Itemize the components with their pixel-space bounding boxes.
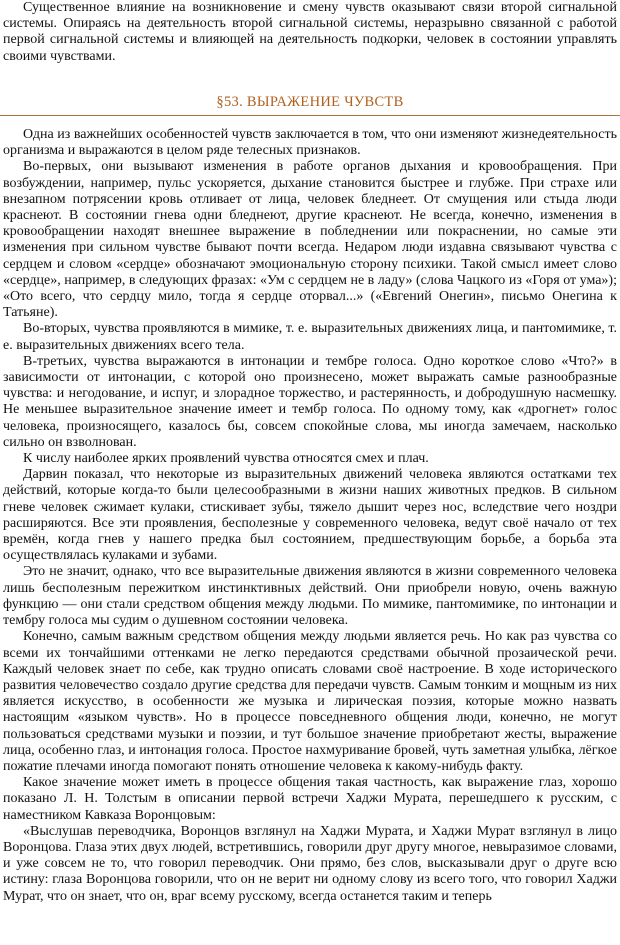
intro-paragraph: Существенное влияние на возникновение и смену чувств оказывают связи второй сигнальной системы. Опираясь на деятельность второй сигнальной системы, неразрывно связанной с работой первой сигнальной системы и влияющей на деятельность подкорки, человек в состоянии управлять своими чувствами.	[3, 0, 617, 64]
body-paragraph: В-третьих, чувства выражаются в интонации и тембре голоса. Одно короткое слово «Что?» в зависимости от интонации, с которой оно произнесено, может выражать самые разнообразные чувства: и негодование, и испуг, и злорадное торжество, и растерянность, и добродушную насмешку. Не меньшее выразительное значение имеет и тембр голоса. По одному тому, как «дрогнет» голос человека, произносящего, казалось бы, совсем спокойные слова, мы иногда замечаем, насколько сильно он взволнован.	[3, 353, 617, 450]
body-paragraph: «Выслушав переводчика, Воронцов взглянул на Хаджи Мурата, и Хаджи Мурат взглянул в лицо Воронцова. Глаза этих двух людей, встретившись, говорили друг другу многое, невыразимое словами, и уже совсем не то, что говорил переводчик. Они прямо, без слов, высказывали друг о друге всю истину: глаза Воронцова говорили, что он не верит ни одному слову из всего того, что говорил Хаджи Мурат, что он знает, что он, враг всему русскому, всегда останется таким и теперь	[3, 823, 617, 904]
section-heading: §53. ВЫРАЖЕНИЕ ЧУВСТВ	[216, 94, 404, 110]
intro-block	[3, 0, 617, 65]
body-paragraph: К числу наиболее ярких проявлений чувства относятся смех и плач.	[23, 451, 429, 467]
body-paragraph: Дарвин показал, что некоторые из выразительных движений человека являются остатками тех действий, которые когда-то были целесообразными в жизни наших животных предков. В сильном гневе человек сжимает кулаки, стискивает зубы, тяжело дышит через нос, вследствие чего ноздри расширяются. Все эти проявления, бесполезные у современного человека, ведут своё начало от тех времён, когда гнев у нашего предка был состоянием, предшествующим борьбе, а борьба эта осуществлялась кулаками и зубами.	[3, 467, 617, 564]
body-paragraph: Во-вторых, чувства проявляются в мимике, т. е. выразительных движениях лица, и пантомимике, т. е. выразительных движениях всего тела.	[3, 321, 617, 353]
body-paragraph: Во-первых, они вызывают изменения в работе органов дыхания и кровообращения. При возбуждении, например, пульс ускоряется, дыхание становится быстрее и глубже. При страхе или внезапном потрясении кровь отливает от лица, человек бледнеет. От смущения или стыда люди краснеют. В состоянии гнева одни бледнеют, другие краснеют. Не всегда, конечно, изменения в кровообращении находят внешнее выражение в побледнении или покраснении, но самые эти изменения при сильном чувстве бывают почти всегда. Недаром люди издавна связывают чувства с сердцем и словом «сердце» обозначают эмоциональную сторону психики. Такой смысл имеет слово «сердце», например, в следующих фразах: «Ум с сердцем не в ладу» (слова Чацкого из «Горя от ума»); «Ото всего, что сердцу мило, тогда я сердце оторвал...» («Евгений Онегин», письмо Онегина к Татьяне).	[3, 159, 617, 321]
body-paragraph: Какое значение может иметь в процессе общения такая частность, как выражение глаз, хорошо показано Л. Н. Толстым в описании первой встречи Хаджи Мурата, перешедшего к русским, с наместником Кавказа Воронцовым:	[3, 775, 617, 823]
body-paragraph: Это не значит, однако, что все выразительные движения являются в жизни современного человека лишь бесполезным пережитком инстинктивных действий. Они приобрели новую, очень важную функцию — они стали средством общения между людьми. По мимике, пантомимике, по интонации и тембру голоса мы судим о душевном состоянии человека.	[3, 564, 617, 629]
section-body	[3, 127, 617, 905]
body-paragraph: Одна из важнейших особенностей чувств заключается в том, что они изменяют жизнедеятельность организма и выражаются в целом ряде телесных признаков.	[3, 127, 617, 159]
section-divider	[0, 115, 620, 116]
body-paragraph: Конечно, самым важным средством общения между людьми является речь. Но как раз чувства со всеми их тончайшими оттенками не легко передаются средствами обычной прозаической речи. Каждый человек знает по себе, как трудно описать словами своё настроение. В ходе исторического развития человечество создало другие средства для передачи чувств. Самым тонким и мощным из них является искусство, в особенности же музыка и лирическая поэзия, которые можно назвать настоящим «языком чувств». Но в процессе повседневного общения люди, конечно, не могут пользоваться средствами музыки и поэзии, и тут большое значение приобретают жесты, выражение лица, особенно глаз, и интонация голоса. Простое нахмуривание бровей, чуть заметная улыбка, лёгкое пожатие плечами иногда помогают понять отношение человека к какому-нибудь факту.	[3, 629, 617, 774]
